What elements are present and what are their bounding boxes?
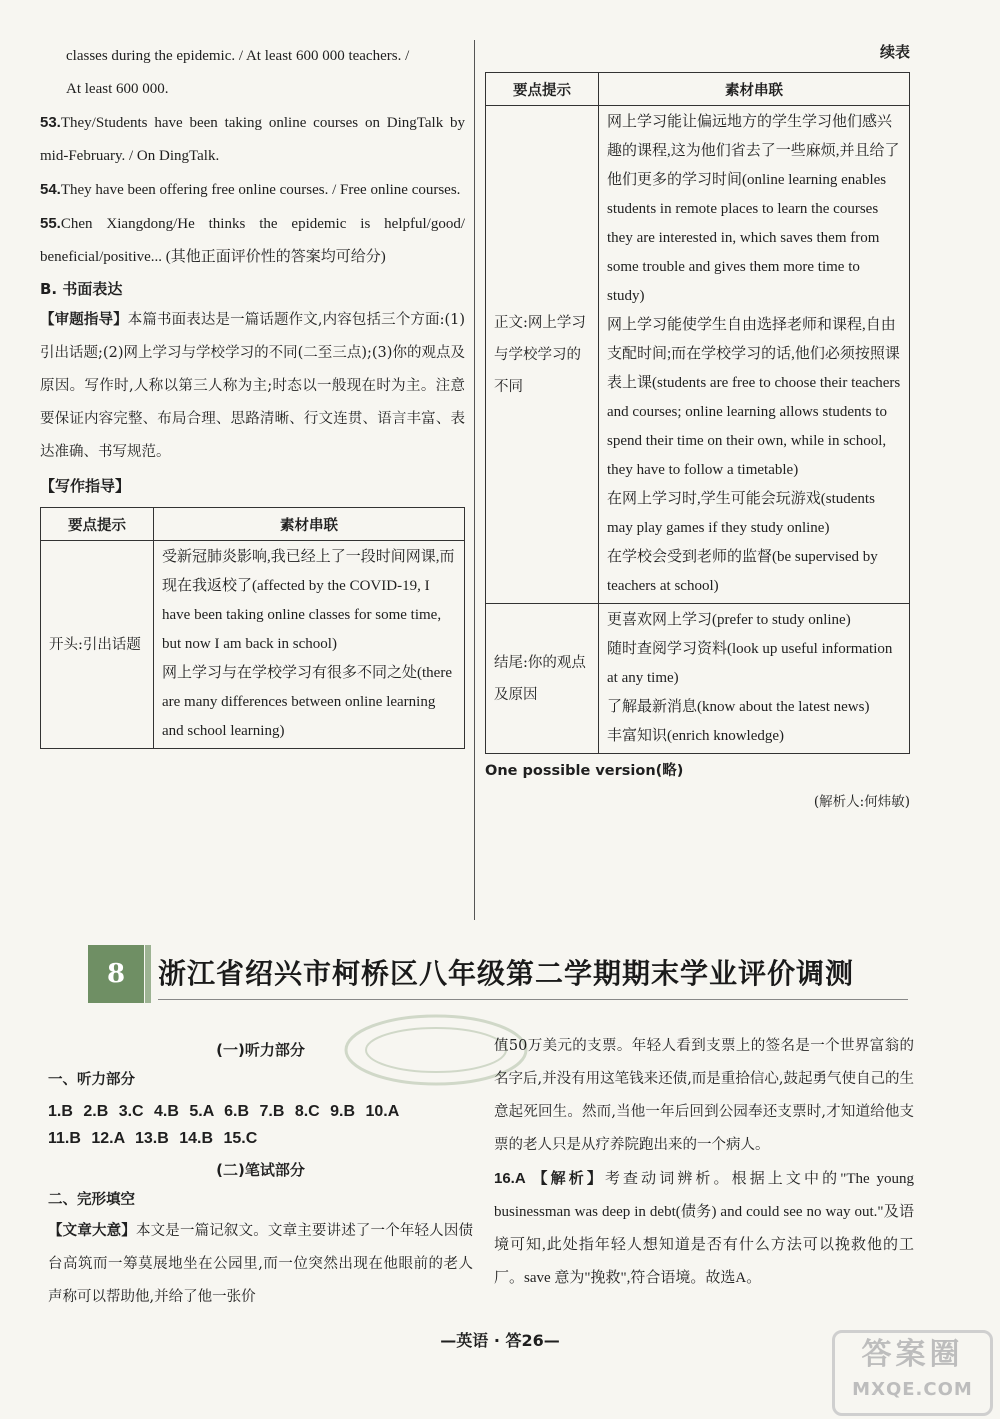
summary-tag: 【文章大意】 [48,1223,136,1239]
guide-text: 本篇书面表达是一篇话题作文,内容包括三个方面:(1)引出话题;(2)网上学习与学校学习的不同(二至三点);(3)你的观点及原因。写作时,人称以第三人称为主;时态以一般现在时为主。注意要保证内容完整、布局合理、思路清晰、行文连贯、语言丰富、表达准确、书写规范。 [40,312,465,460]
question-16 [494,1162,914,1295]
analysis-tag: 【解析】 [532,1169,605,1187]
key-point-cell: 正文:网上学习与学校学习的不同 [486,106,599,604]
material-item: 随时查阅学习资料(look up useful information at any time) [607,641,893,686]
section-number-badge: 8 [88,945,144,1003]
watermark-url: MXQE.COM [852,1379,973,1400]
table-header: 要点提示 [41,508,154,541]
part-title: (二)笔试部分 [216,1161,305,1179]
table-row [41,541,465,749]
answer-line: At least 600 000. [66,81,169,97]
section-heading: 一、听力部分 [48,1072,135,1088]
table-header: 要点提示 [486,73,599,106]
answer-key-line: 1.B 2.B 3.C 4.B 5.A 6.B 7.B 8.C 9.B 10.A [48,1103,400,1120]
answer-text: They have been offering free online courses. / Free online courses. [60,182,461,198]
section-heading: B. 书面表达 [40,280,123,298]
right-column [485,40,910,810]
question-number: 16.A [494,1170,526,1187]
material-item: 在学校会受到老师的监督(be supervised by teachers at school) [607,549,878,594]
material-item: 网上学习与在学校学习有很多不同之处(there are many differences between online learning and school learning) [162,665,452,739]
material-cell [154,541,465,749]
material-item: 受新冠肺炎影响,我已经上了一段时间网课,而现在我返校了(affected by the COVID-19, I have been taking online classes for some time, but now I am back in school) [162,549,455,652]
column-divider [474,40,475,920]
material-table-right [485,72,910,754]
summary-paragraph [48,1215,473,1314]
section-heading: 二、完形填空 [48,1192,135,1208]
key-point-cell: 开头:引出话题 [41,541,154,749]
material-item: 在网上学习时,学生可能会玩游戏(students may play games if they study online) [607,491,875,536]
section-title: 浙江省绍兴市柯桥区八年级第二学期期末学业评价调测 [158,957,855,990]
answer-text: Chen Xiangdong/He thinks the epidemic is helpful/good/ beneficial/positive... (其他正面评价性的答案均可给分) [40,216,465,265]
material-item: 网上学习能让偏远地方的学生学习他们感兴趣的课程,这为他们省去了一些麻烦,并且给了他们更多的学习时间(online learning enables students in remote places to learn the courses they are interested in, which saves them from some trouble and gives them more time to study) [607,114,900,304]
question-number: 55. [40,215,61,232]
question-55 [40,207,465,274]
key-point-cell: 结尾:你的观点及原因 [486,604,599,754]
material-item: 网上学习能使学生自由选择老师和课程,自由支配时间;而在学校学习的话,他们必须按照课表上课(students are free to choose their teachers and courses; online learning allows students to spend their time on their own, while in school, they have to follow a timetable) [607,317,901,478]
table-header: 素材串联 [154,508,465,541]
material-table-left [40,507,465,749]
guide-tag: 【审题指导】 [40,312,128,328]
question-53 [40,106,465,173]
section-banner [88,945,918,1003]
answer-text: They/Students have been taking online courses on DingTalk by mid-February. / On DingTalk. [40,115,465,164]
analysis-text: 考查动词辨析。根据上文中的"The young businessman was deep in debt(债务) and could see no way out."及语境可知,此处指年轻人想知道是否有什么方法可以挽救他的工厂。save 意为"挽救",符合语境。故选A。 [494,1171,914,1286]
question-number: 53. [40,114,61,131]
continued-label: 续表 [879,43,910,61]
exam-section-right [494,1030,914,1295]
question-54 [40,173,465,207]
material-item: 更喜欢网上学习(prefer to study online) [607,612,851,628]
watermark-text: 答案圈 [861,1337,964,1372]
analyst-credit: (解析人:何炜敏) [813,794,910,810]
writing-guide-tag: 【写作指导】 [40,477,131,495]
material-item: 了解最新消息(know about the latest news) [607,699,870,715]
table-row [486,604,910,754]
table-row [486,106,910,604]
possible-version: One possible version(略) [485,763,684,779]
material-cell [599,106,910,604]
summary-continued: 值50万美元的支票。年轻人看到支票上的签名是一个世界富翁的名字后,并没有用这笔钱来还债,而是重拾信心,鼓起勇气使自己的生意起死回生。然而,当他一年后回到公园奉还支票时,才知道给他支票的老人只是从疗养院跑出来的一个病人。 [494,1038,914,1153]
answer-key-line: 11.B 12.A 13.B 14.B 15.C [48,1130,258,1147]
left-column [40,40,465,749]
material-item: 丰富知识(enrich knowledge) [607,728,785,744]
table-header: 素材串联 [599,73,910,106]
material-cell [599,604,910,754]
part-title: (一)听力部分 [216,1041,305,1059]
exam-section-left [48,1035,473,1314]
guide-paragraph [40,304,465,469]
watermark-logo [832,1330,993,1416]
summary-text: 本文是一篇记叙文。文章主要讲述了一个年轻人因债台高筑而一筹莫展地坐在公园里,而一位突然出现在他眼前的老人声称可以帮助他,并给了他一张价 [48,1223,474,1305]
question-number: 54. [40,181,61,198]
answer-line: classes during the epidemic. / At least 600 000 teachers. / [66,48,410,64]
page-footer: —英语 · 答26— [440,1331,560,1350]
banner-underline [158,999,908,1000]
